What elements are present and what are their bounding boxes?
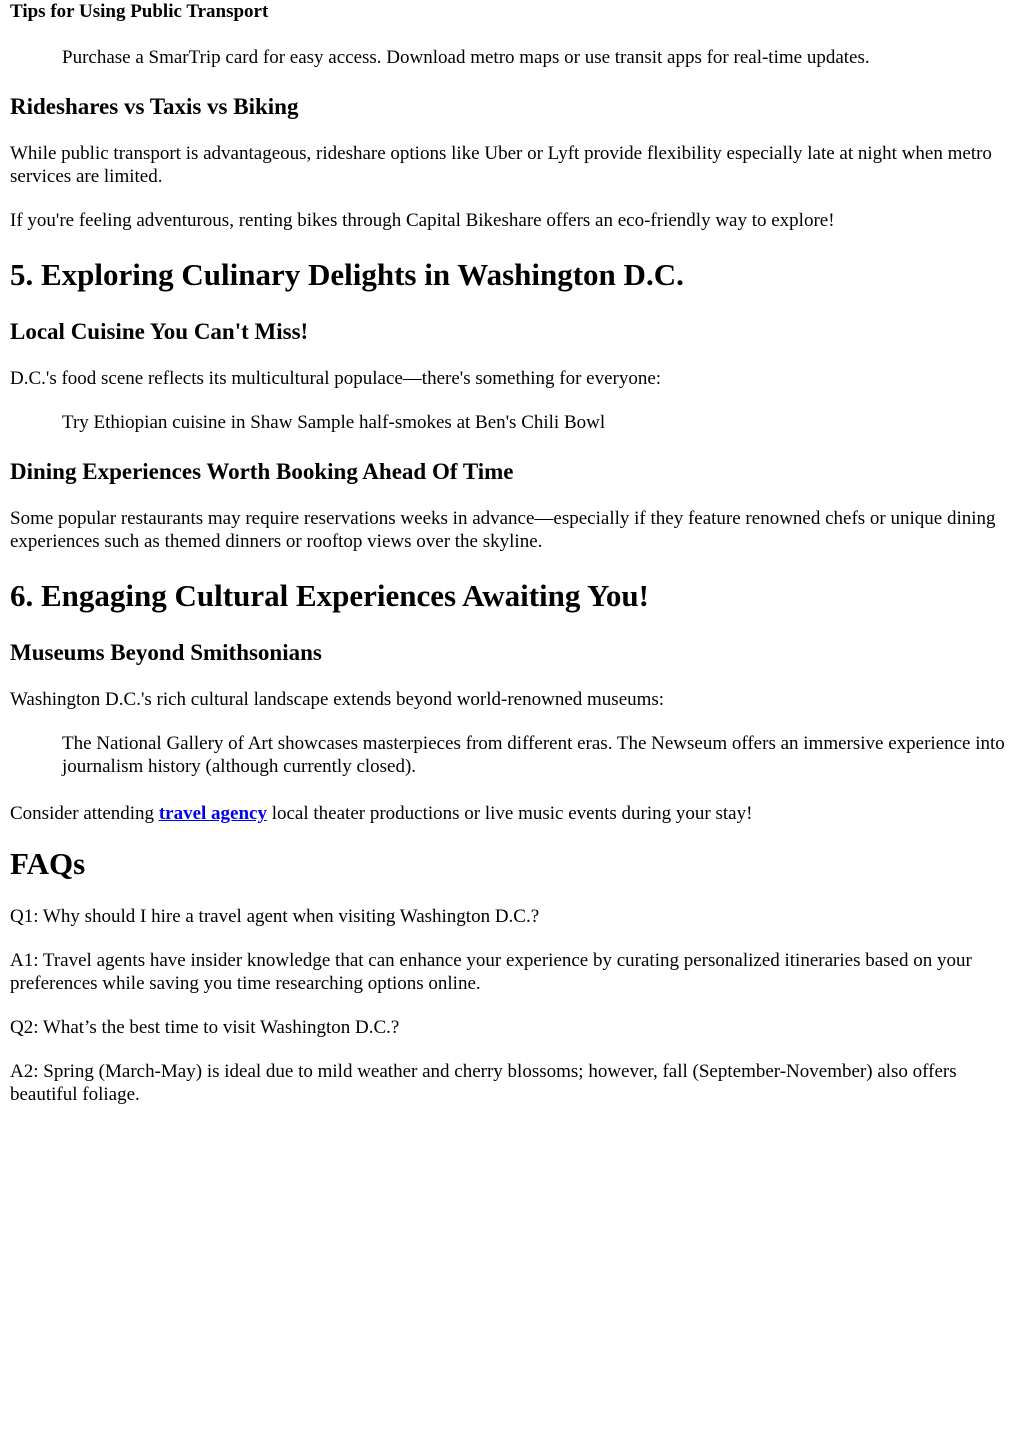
faq-answer-2: A2: Spring (March-May) is ideal due to mild weather and cherry blossoms; however, fall (September-November) also offers beautiful foliage.	[10, 1061, 957, 1105]
article-body	[10, 0, 1014, 1106]
local-cuisine-intro: D.C.'s food scene reflects its multicultural populace—there's something for everyone:	[10, 368, 662, 389]
rideshares-paragraph-1: While public transport is advantageous, rideshare options like Uber or Lyft provide flexibility especially late at night when metro services are limited.	[10, 143, 992, 187]
faq-question-2: Q2: What’s the best time to visit Washington D.C.?	[10, 1017, 400, 1038]
museums-heading: Museums Beyond Smithsonians	[10, 640, 322, 665]
tips-quote: Purchase a SmarTrip card for easy access. Download metro maps or use transit apps for real-time updates.	[62, 47, 870, 68]
consider-paragraph	[10, 802, 1014, 825]
faq-answer-1: A1: Travel agents have insider knowledge that can enhance your experience by curating personalized itineraries based on your preferences while saving you time researching options online.	[10, 950, 972, 994]
consider-text-before: Consider attending	[10, 803, 159, 824]
local-cuisine-heading: Local Cuisine You Can't Miss!	[10, 319, 309, 344]
rideshares-heading: Rideshares vs Taxis vs Biking	[10, 94, 299, 119]
travel-agency-link[interactable]: travel agency	[158, 803, 267, 824]
local-cuisine-list: Try Ethiopian cuisine in Shaw Sample half-smokes at Ben's Chili Bowl	[62, 412, 606, 433]
section-6-heading: 6. Engaging Cultural Experiences Awaiting You!	[10, 578, 649, 613]
consider-text-after: local theater productions or live music events during your stay!	[266, 803, 753, 824]
faqs-heading: FAQs	[10, 846, 86, 881]
museums-list: The National Gallery of Art showcases masterpieces from different eras. The Newseum offers an immersive experience into journalism history (although currently closed).	[62, 733, 1005, 777]
museums-intro: Washington D.C.'s rich cultural landscape extends beyond world-renowned museums:	[10, 689, 665, 710]
dining-heading: Dining Experiences Worth Booking Ahead Of Time	[10, 459, 514, 484]
faq-question-1: Q1: Why should I hire a travel agent when visiting Washington D.C.?	[10, 906, 540, 927]
rideshares-paragraph-2: If you're feeling adventurous, renting bikes through Capital Bikeshare offers an eco-friendly way to explore!	[10, 210, 835, 231]
dining-paragraph: Some popular restaurants may require reservations weeks in advance—especially if they feature renowned chefs or unique dining experiences such as themed dinners or rooftop views over the skyline.	[10, 508, 996, 552]
section-5-heading: 5. Exploring Culinary Delights in Washington D.C.	[10, 257, 684, 292]
tips-heading: Tips for Using Public Transport	[10, 1, 269, 22]
